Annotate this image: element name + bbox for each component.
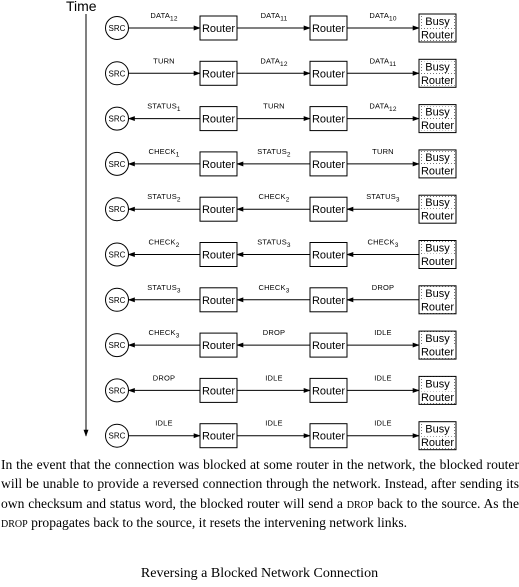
busy-router-label-line2: Router (420, 29, 455, 42)
source-label: SRC (108, 431, 126, 441)
link-message-label: IDLE (265, 373, 283, 383)
link-message-label: IDLE (374, 418, 392, 428)
link-message-label: DROP (371, 282, 395, 292)
link-message-label: STATUS3 (147, 282, 181, 295)
caption-part-2: back to the source. As the (373, 495, 519, 511)
busy-router-label-line1: Busy (425, 16, 450, 28)
busy-router-label-line1: Busy (425, 333, 450, 346)
time-step-row (106, 56, 457, 87)
router-label: Router (201, 68, 236, 81)
link-message-label: IDLE (374, 328, 392, 338)
figure-title: Reversing a Blocked Network Connection (140, 566, 379, 581)
router-label: Router (311, 158, 346, 171)
router-label: Router (201, 385, 236, 398)
link-message-label: STATUS2 (147, 192, 181, 204)
source-label: SRC (108, 250, 126, 260)
busy-router-label-line1: Busy (425, 197, 450, 210)
router-label: Router (311, 430, 346, 443)
link-message-label: DATA12 (260, 56, 288, 68)
source-label: SRC (108, 386, 126, 396)
link-message-label: DATA11 (369, 56, 397, 68)
link-message-label: DATA11 (260, 11, 288, 23)
time-step-row (106, 328, 457, 359)
source-label: SRC (108, 114, 126, 124)
link-message-label: CHECK2 (258, 192, 290, 204)
busy-router-label-line1: Busy (425, 287, 450, 300)
link-message-label: IDLE (155, 418, 173, 428)
source-label: SRC (108, 159, 126, 169)
link-message-label: CHECK3 (258, 282, 290, 295)
link-message-label: DATA12 (150, 11, 178, 23)
caption-paragraph (0, 455, 519, 532)
link-message-label: DATA10 (369, 11, 397, 23)
router-label: Router (311, 340, 346, 353)
busy-router-label-line2: Router (420, 165, 455, 178)
time-axis-label: Time (66, 0, 97, 14)
caption-drop-word: drop (346, 495, 374, 511)
link-message-label: TURN (372, 146, 394, 156)
time-step-row (106, 11, 457, 42)
busy-router-label-line2: Router (420, 210, 455, 223)
router-label: Router (311, 249, 346, 262)
busy-router-label-line2: Router (420, 256, 455, 268)
busy-router-label-line1: Busy (425, 61, 450, 74)
busy-router-label-line1: Busy (425, 242, 450, 255)
source-label: SRC (108, 69, 126, 79)
link-message-label: CHECK1 (148, 146, 180, 159)
router-label: Router (201, 113, 236, 126)
source-label: SRC (108, 295, 126, 305)
router-label: Router (311, 385, 346, 398)
time-step-row (106, 419, 457, 450)
time-step-row (106, 238, 457, 269)
busy-router-label-line1: Busy (425, 423, 450, 436)
router-label: Router (201, 294, 236, 307)
time-step-row (106, 147, 457, 178)
busy-router-label-line2: Router (420, 346, 455, 359)
caption-part-1: In the event that the connection was blocked at some router in the network, the blocked router will be unable to provide a reversed connection through the network. Instead, after sending its own checksum and status word, the blocked router will send a (1, 457, 519, 511)
busy-router-label-line2: Router (420, 391, 455, 404)
link-message-label: DROP (262, 328, 286, 338)
router-label: Router (201, 430, 236, 443)
link-message-label: IDLE (265, 418, 283, 428)
link-message-label: STATUS2 (257, 146, 291, 159)
link-message-label: CHECK3 (367, 237, 399, 249)
link-message-label: TURN (263, 101, 285, 111)
link-message-label: DATA12 (369, 101, 397, 114)
busy-router-label-line1: Busy (425, 151, 450, 164)
source-label: SRC (108, 341, 126, 351)
router-label: Router (311, 68, 346, 81)
time-rows (106, 11, 457, 450)
router-label: Router (311, 204, 346, 217)
source-label: SRC (108, 205, 126, 215)
busy-router-label-line1: Busy (425, 378, 450, 391)
caption-drop-word-2: drop (1, 514, 28, 530)
router-label: Router (311, 294, 346, 307)
router-label: Router (201, 23, 236, 35)
source-label: SRC (108, 24, 126, 33)
router-label: Router (311, 23, 346, 35)
router-label: Router (311, 113, 346, 126)
link-message-label: STATUS3 (257, 237, 291, 249)
time-step-row (106, 192, 457, 223)
router-label: Router (201, 340, 236, 353)
link-message-label: CHECK3 (148, 328, 180, 340)
router-label: Router (201, 158, 236, 171)
link-message-label: IDLE (374, 373, 392, 383)
busy-router-label-line2: Router (420, 301, 455, 314)
busy-router-label-line1: Busy (425, 106, 450, 119)
busy-router-label-line2: Router (420, 74, 455, 87)
busy-router-label-line2: Router (420, 120, 455, 133)
busy-router-label-line2: Router (420, 437, 455, 450)
link-message-label: STATUS1 (147, 101, 181, 114)
link-message-label: STATUS3 (366, 192, 400, 204)
caption-part-3: propagates back to the source, it resets the intervening network links. (27, 514, 408, 530)
link-message-label: TURN (153, 56, 175, 66)
link-message-label: DROP (152, 373, 176, 383)
time-step-row (106, 102, 457, 133)
time-step-row (106, 373, 457, 404)
link-message-label: CHECK2 (148, 237, 180, 249)
time-step-row (106, 283, 457, 314)
router-label: Router (201, 249, 236, 262)
router-label: Router (201, 204, 236, 217)
